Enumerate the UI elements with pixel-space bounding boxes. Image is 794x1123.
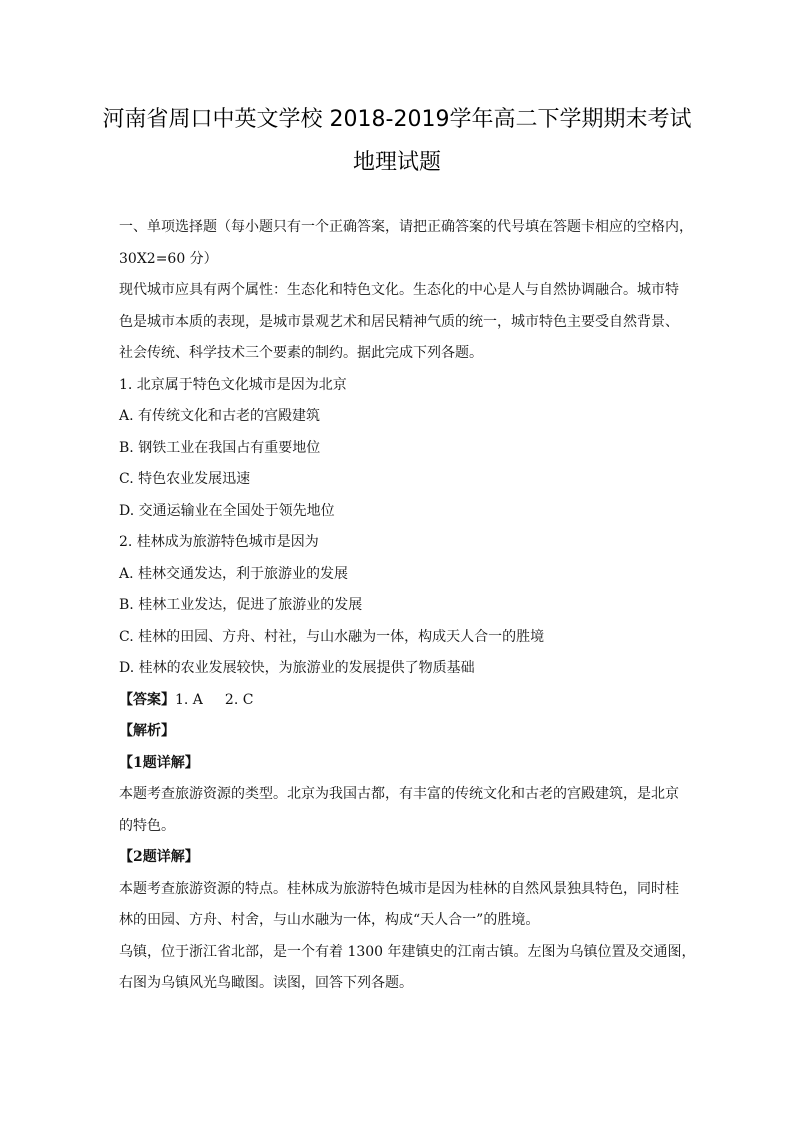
document-subtitle: 地理试题 xyxy=(352,150,441,175)
question-2-option-c: C. 桂林的田园、方舟、村社，与山水融为一体，构成天人合一的胜境 xyxy=(119,628,545,645)
answer-2: 2. C xyxy=(224,691,254,708)
question-2-option-a: A. 桂林交通发达，利于旅游业的发展 xyxy=(119,565,349,582)
question-1-option-d: D. 交通运输业在全国处于领先地位 xyxy=(119,502,335,519)
question-2-option-b: B. 桂林工业发达，促进了旅游业的发展 xyxy=(119,597,363,613)
section-heading: 一、单项选择题（每小题只有一个正确答案，请把正确答案的代号填在答题卡相应的空格内， xyxy=(119,219,693,235)
passage-2-line: 乌镇，位于浙江省北部，是一个有着 1300 年建镇史的江南古镇。左图为乌镇位置及交通图， xyxy=(119,943,696,960)
passage-2-line: 右图为乌镇风光鸟瞰图。读图，回答下列各题。 xyxy=(119,975,413,991)
question-1-option-c: C. 特色农业发展迅速 xyxy=(119,471,251,487)
answer-line xyxy=(119,685,679,717)
question-2-option-d: D. 桂林的农业发展较快，为旅游业的发展提供了物质基础 xyxy=(119,660,475,676)
question-2-stem: 2. 桂林成为旅游特色城市是因为 xyxy=(119,534,319,550)
passage-line: 色是城市本质的表现，是城市景观艺术和居民精神气质的统一，城市特色主要受自然背景、 xyxy=(119,313,679,330)
question-1-stem: 1. 北京属于特色文化城市是因为北京 xyxy=(119,376,347,393)
section-heading-continued: 30X2=60 分） xyxy=(119,250,218,267)
detail-1-line: 本题考查旅游资源的类型。北京为我国古都，有丰富的传统文化和古老的宫殿建筑，是北京 xyxy=(119,786,679,802)
detail-2-line: 本题考查旅游资源的特点。桂林成为旅游特色城市是因为桂林的自然风景独具特色，同时桂 xyxy=(119,880,679,897)
question-1-option-a: A. 有传统文化和古老的宫殿建筑 xyxy=(119,408,321,424)
passage-line: 社会传统、科学技术三个要素的制约。据此完成下列各题。 xyxy=(119,345,483,361)
document-body xyxy=(119,212,696,1000)
question-1-option-b: B. 钢铁工业在我国占有重要地位 xyxy=(119,439,321,456)
analysis-tag: 【解析】 xyxy=(119,723,175,739)
detail-1-line: 的特色。 xyxy=(119,817,175,834)
document-title: 河南省周口中英文学校 2018-2019学年高二下学期期末考试 xyxy=(102,107,692,132)
detail-2-line: 林的田园、方舟、村舍，与山水融为一体，构成“天人合一”的胜境。 xyxy=(119,912,540,928)
detail-1-tag: 【1题详解】 xyxy=(119,754,199,771)
passage-line: 现代城市应具有两个属性：生态化和特色文化。生态化的中心是人与自然协调融合。城市特 xyxy=(119,282,679,298)
detail-2-tag: 【2题详解】 xyxy=(119,849,199,865)
answer-tag: 【答案】 xyxy=(119,691,175,708)
answer-1: 1. A xyxy=(175,691,203,708)
